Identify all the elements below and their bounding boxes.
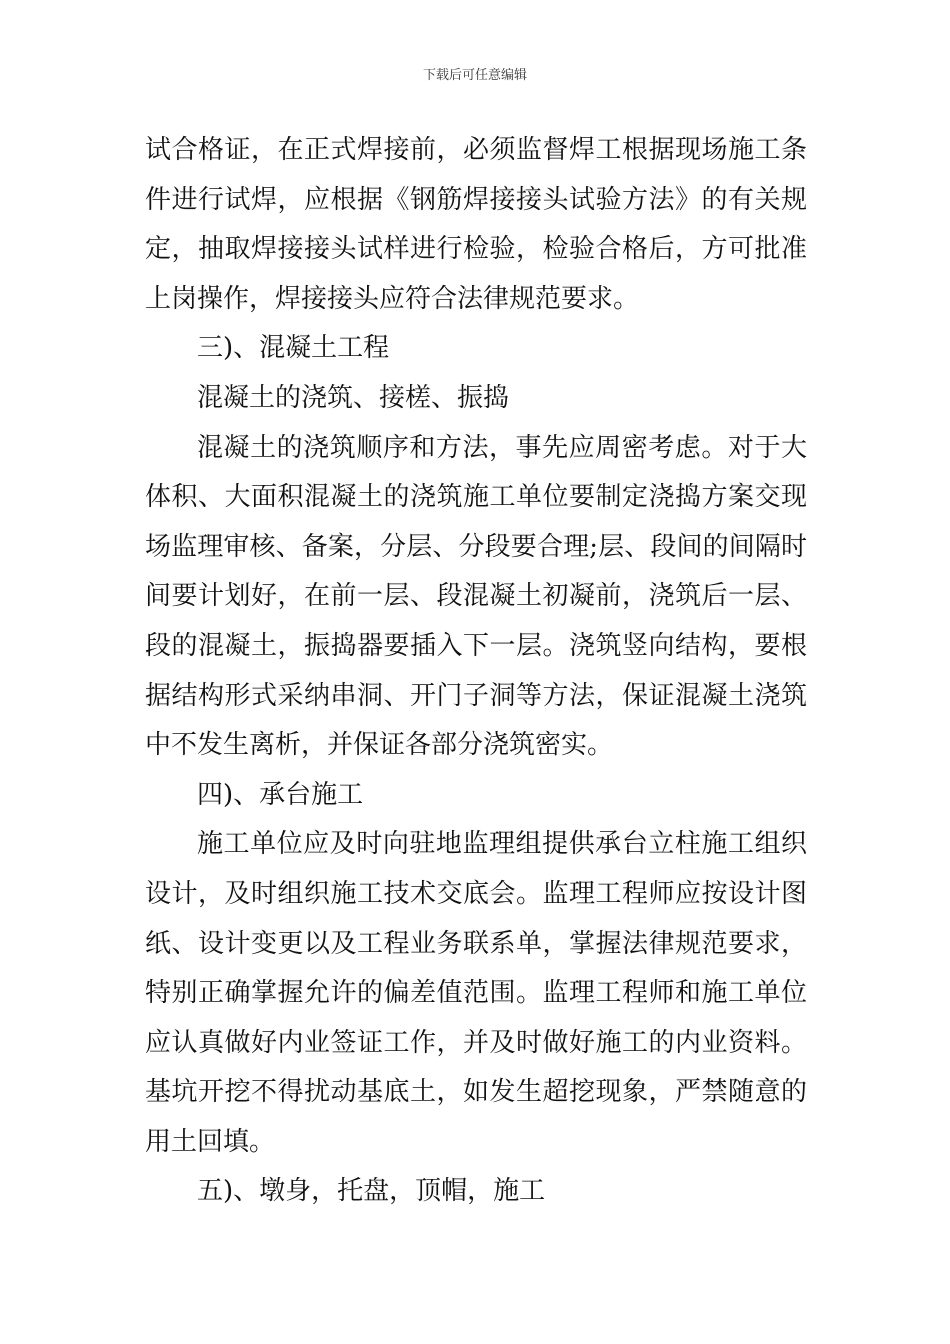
text-line: 基坑开挖不得扰动基底土，如发生超挖现象，严禁随意的 bbox=[145, 1077, 807, 1108]
paragraph bbox=[145, 424, 807, 771]
paragraph bbox=[145, 820, 807, 1167]
text-line: 体积、大面积混凝土的浇筑施工单位要制定浇捣方案交现 bbox=[145, 482, 807, 513]
text-line: 场监理审核、备案，分层、分段要合理;层、段间的间隔时 bbox=[145, 531, 807, 562]
text-line: 上岗操作，焊接接头应符合法律规范要求。 bbox=[145, 283, 640, 314]
text-line: 间要计划好，在前一层、段混凝土初凝前，浇筑后一层、 bbox=[145, 581, 807, 612]
text-line: 四)、承台施工 bbox=[197, 779, 364, 810]
text-line: 三)、混凝土工程 bbox=[197, 333, 390, 364]
text-line: 据结构形式采纳串洞、开门子洞等方法，保证混凝土浇筑 bbox=[145, 680, 807, 711]
text-line: 中不发生离析，并保证各部分浇筑密实。 bbox=[145, 730, 614, 761]
text-line: 应认真做好内业签证工作，并及时做好施工的内业资料。 bbox=[145, 1027, 807, 1058]
text-line: 件进行试焊，应根据《钢筋焊接接头试验方法》的有关规 bbox=[145, 184, 807, 215]
text-line: 特别正确掌握允许的偏差值范围。监理工程师和施工单位 bbox=[145, 978, 807, 1009]
text-line: 混凝土的浇筑顺序和方法，事先应周密考虑。对于大 bbox=[197, 432, 807, 463]
paragraph bbox=[145, 374, 807, 424]
text-line: 五)、墩身，托盘，顶帽，施工 bbox=[197, 1176, 546, 1207]
paragraph bbox=[145, 126, 807, 324]
text-line: 段的混凝土，振捣器要插入下一层。浇筑竖向结构，要根 bbox=[145, 630, 807, 661]
text-line: 定，抽取焊接接头试样进行检验，检验合格后，方可批准 bbox=[145, 234, 807, 265]
paragraph bbox=[145, 1167, 807, 1217]
text-line: 试合格证，在正式焊接前，必须监督焊工根据现场施工条 bbox=[145, 135, 807, 165]
document-body bbox=[145, 126, 807, 1217]
page-header: 下载后可任意编辑 bbox=[422, 68, 527, 83]
paragraph bbox=[145, 771, 807, 821]
paragraph bbox=[145, 324, 807, 374]
text-line: 设计，及时组织施工技术交底会。监理工程师应按设计图 bbox=[145, 878, 807, 909]
text-line: 施工单位应及时向驻地监理组提供承台立柱施工组织 bbox=[197, 829, 807, 860]
text-line: 用土回填。 bbox=[145, 1126, 276, 1157]
text-line: 混凝土的浇筑、接槎、振捣 bbox=[197, 382, 510, 413]
text-line: 纸、设计变更以及工程业务联系单，掌握法律规范要求， bbox=[145, 928, 807, 959]
